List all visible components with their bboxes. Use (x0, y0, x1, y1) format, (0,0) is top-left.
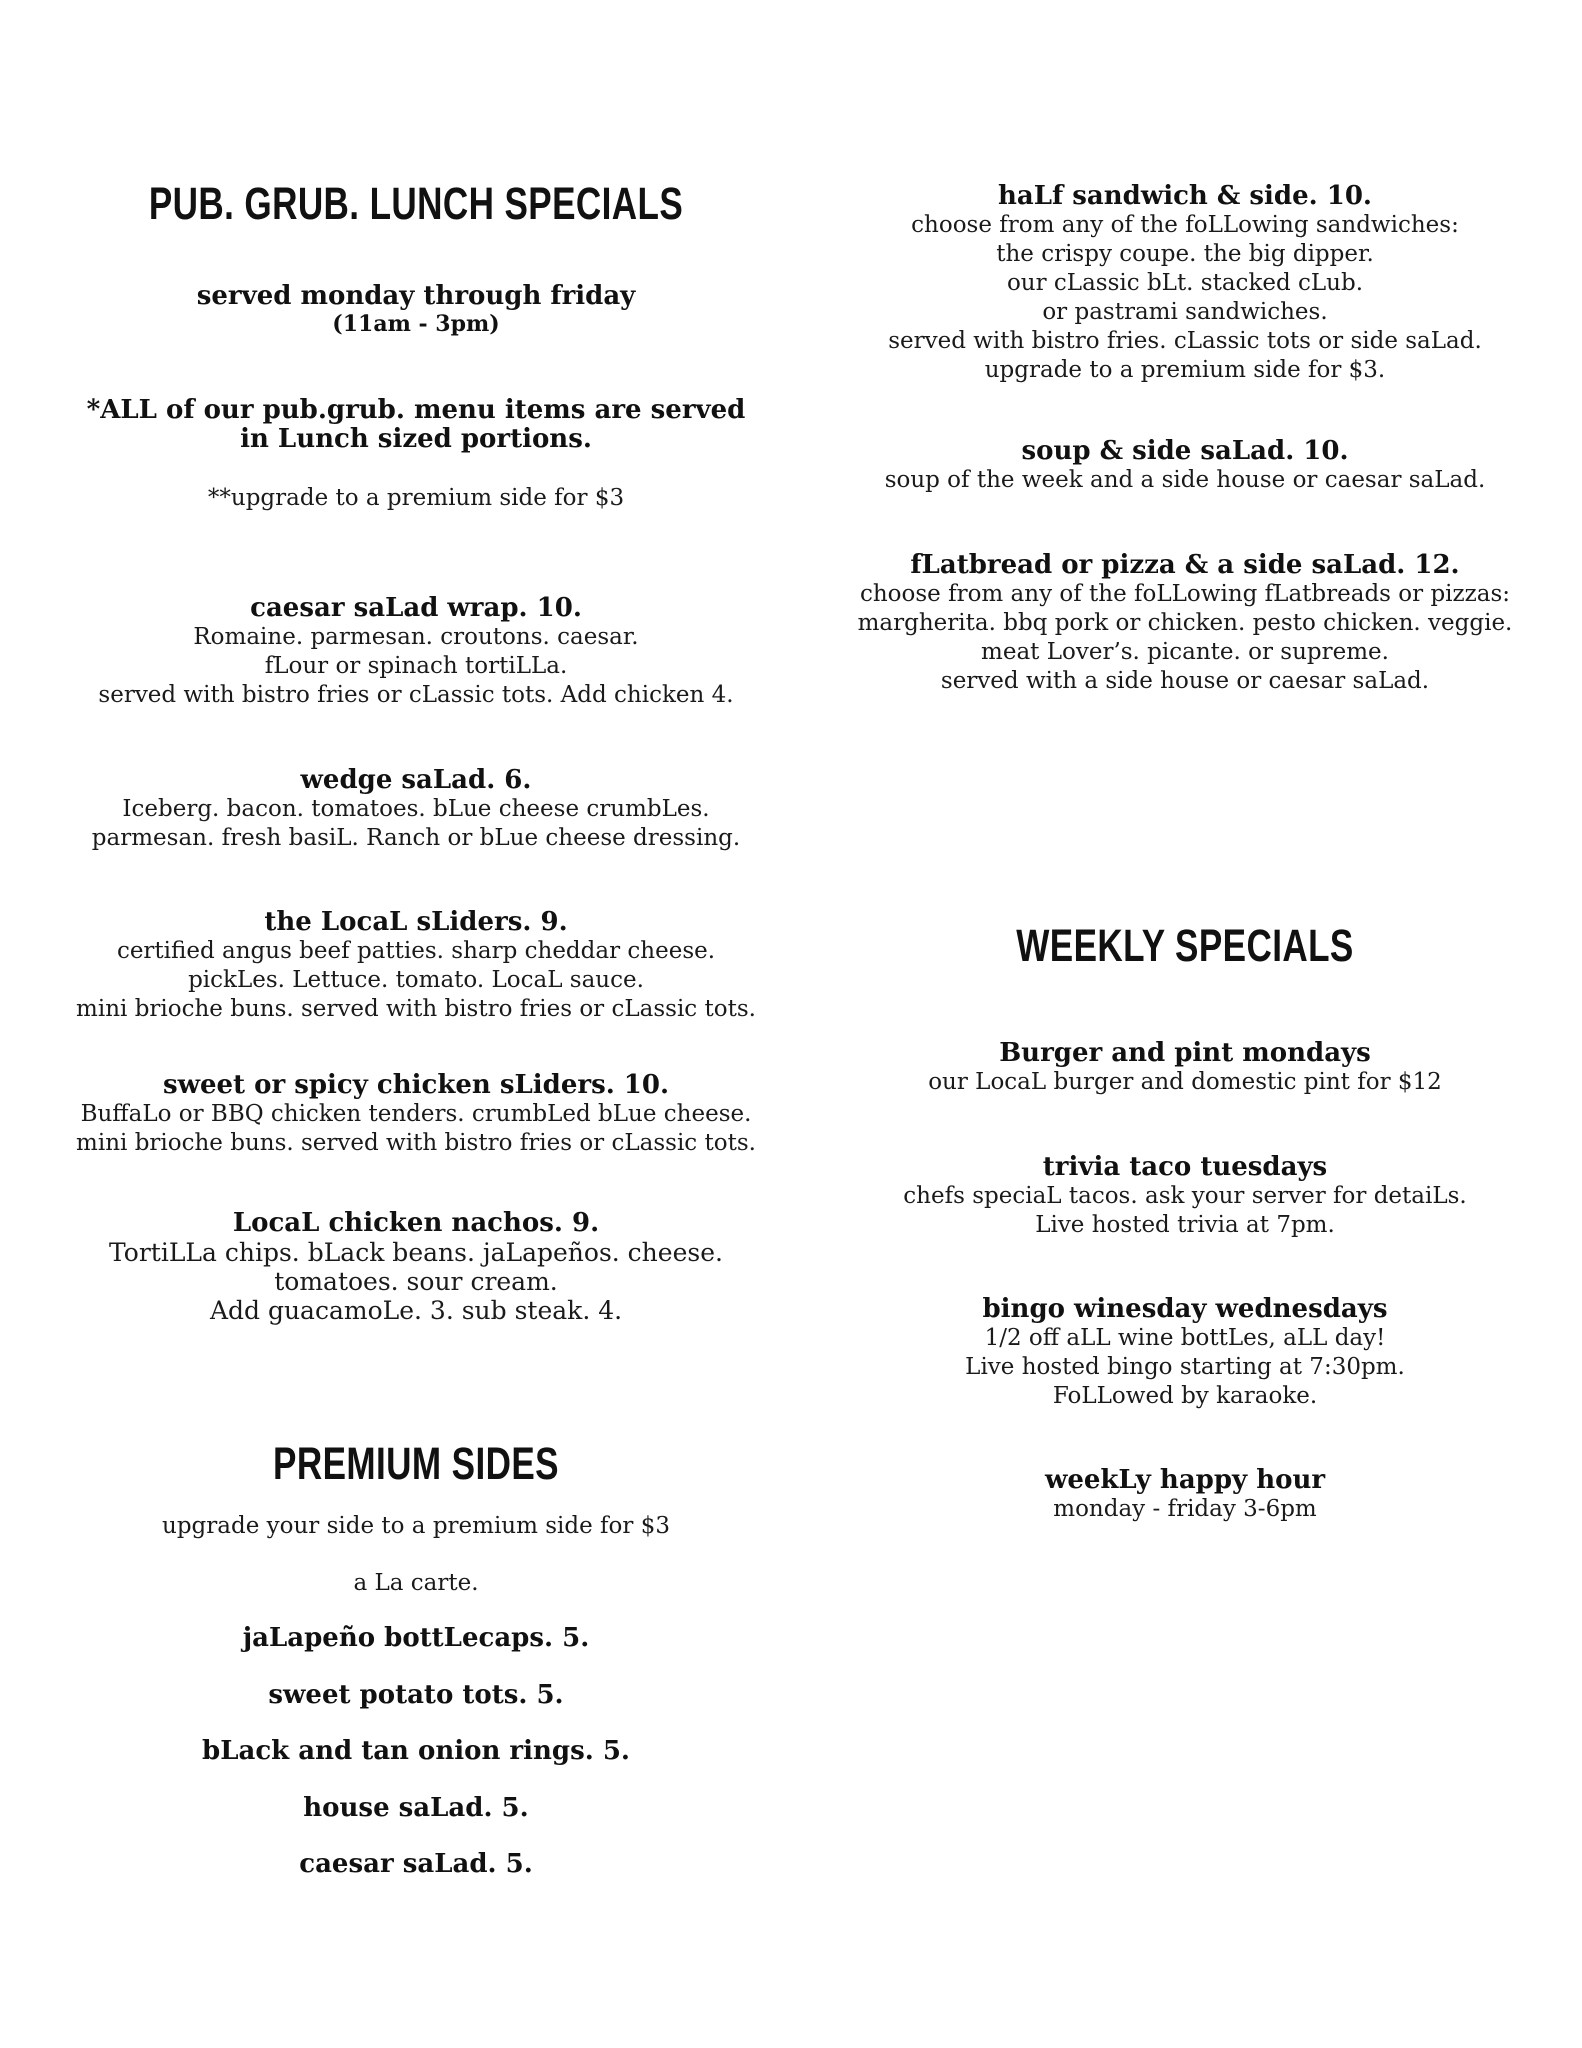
side-item: sweet potato tots. 5. (268, 1680, 564, 1710)
item-desc: TortiLLa chips. bLack beans. jaLapeños. cheese. (109, 1238, 723, 1267)
item-desc: the crispy coupe. the big dipper. (996, 241, 1374, 267)
item-desc: or pastrami sandwiches. (1042, 299, 1328, 325)
menu-item (40, 908, 792, 1024)
weekly-item (825, 1039, 1545, 1097)
menu-item (40, 594, 792, 710)
side-item: house saLad. 5. (303, 1793, 529, 1823)
portion-note-2: in Lunch sized portions. (240, 424, 592, 454)
item-name: LocaL chicken nachos. 9. (232, 1208, 600, 1238)
item-desc: chefs speciaL tacos. ask your server for detaiLs. (903, 1183, 1467, 1209)
item-name: soup & side saLad. 10. (1021, 436, 1349, 466)
item-desc: served with bistro fries or cLassic tots. Add chicken 4. (98, 682, 734, 708)
item-desc: mini brioche buns. served with bistro fries or cLassic tots. (76, 1130, 756, 1156)
menu-item (825, 437, 1545, 495)
item-desc: pickLes. Lettuce. tomato. LocaL sauce. (188, 967, 644, 993)
item-desc: Add guacamoLe. 3. sub steak. 4. (209, 1296, 623, 1325)
weekly-item (825, 1295, 1545, 1411)
item-desc: served with bistro fries. cLassic tots or side saLad. (888, 328, 1482, 354)
portion-note: *ALL of our pub.grub. menu items are served (86, 395, 746, 425)
item-desc: choose from any of the foLLowing sandwiches: (911, 212, 1459, 238)
item-desc: our cLassic bLt. stacked cLub. (1006, 270, 1364, 296)
item-desc: Iceberg. bacon. tomatoes. bLue cheese crumbLes. (122, 796, 710, 822)
item-name: weekLy happy hour (1044, 1465, 1326, 1495)
weekly-item (825, 1153, 1545, 1240)
item-name: wedge saLad. 6. (300, 765, 532, 795)
menu-item (40, 766, 792, 853)
menu-item (825, 182, 1545, 385)
item-desc: monday - friday 3-6pm (1053, 1496, 1317, 1522)
menu-item (40, 1209, 792, 1325)
item-desc: tomatoes. sour cream. (274, 1267, 558, 1296)
item-desc: FoLLowed by karaoke. (1052, 1383, 1318, 1409)
item-name: caesar saLad wrap. 10. (250, 593, 582, 623)
item-name: sweet or spicy chicken sLiders. 10. (162, 1070, 670, 1100)
item-name: the LocaL sLiders. 9. (264, 907, 568, 937)
item-desc: our LocaL burger and domestic pint for $12 (928, 1069, 1442, 1095)
item-name: Burger and pint mondays (999, 1038, 1371, 1068)
item-desc: choose from any of the foLLowing fLatbreads or pizzas: (859, 581, 1511, 607)
item-desc: Live hosted trivia at 7pm. (1035, 1212, 1335, 1238)
menu-item (825, 551, 1545, 696)
side-item: caesar saLad. 5. (299, 1849, 533, 1879)
a-la-carte-label: a La carte. (353, 1570, 479, 1596)
item-desc: Live hosted bingo starting at 7:30pm. (965, 1354, 1405, 1380)
weekly-item (825, 1466, 1545, 1524)
side-item: jaLapeño bottLecaps. 5. (242, 1623, 590, 1653)
item-desc: served with a side house or caesar saLad. (940, 668, 1430, 694)
served-days: served monday through friday (196, 281, 636, 311)
item-desc: soup of the week and a side house or caesar saLad. (884, 467, 1486, 493)
left-column (40, 0, 792, 2048)
sides-upgrade-note: upgrade your side to a premium side for $3 (162, 1513, 670, 1539)
item-desc: Romaine. parmesan. croutons. caesar. (193, 624, 639, 650)
item-name: bingo winesday wednesdays (982, 1294, 1388, 1324)
menu-item (40, 1071, 792, 1158)
item-desc: mini brioche buns. served with bistro fries or cLassic tots. (76, 996, 756, 1022)
item-desc: fLour or spinach tortiLLa. (264, 653, 568, 679)
item-name: fLatbread or pizza & a side saLad. 12. (910, 550, 1460, 580)
item-desc: 1/2 off aLL wine bottLes, aLL day! (984, 1325, 1386, 1351)
item-desc: upgrade to a premium side for $3. (984, 357, 1386, 383)
item-desc: meat Lover’s. picante. or supreme. (981, 639, 1389, 665)
weekly-specials-title: WEEKLY SPECIALS (1016, 920, 1354, 971)
item-name: trivia taco tuesdays (1042, 1152, 1328, 1182)
lunch-specials-title: PUB. GRUB. LUNCH SPECIALS (148, 178, 684, 229)
item-desc: parmesan. fresh basiL. Ranch or bLue cheese dressing. (91, 825, 741, 851)
right-column (825, 0, 1545, 2048)
served-hours: (11am - 3pm) (332, 311, 500, 337)
upgrade-note: **upgrade to a premium side for $3 (207, 485, 625, 511)
item-desc: BuffaLo or BBQ chicken tenders. crumbLed bLue cheese. (80, 1101, 752, 1127)
premium-sides-title: PREMIUM SIDES (273, 1438, 559, 1489)
item-name: haLf sandwich & side. 10. (998, 181, 1372, 211)
item-desc: margherita. bbq pork or chicken. pesto chicken. veggie. (857, 610, 1513, 636)
side-item: bLack and tan onion rings. 5. (202, 1736, 630, 1766)
item-desc: certified angus beef patties. sharp cheddar cheese. (116, 938, 716, 964)
